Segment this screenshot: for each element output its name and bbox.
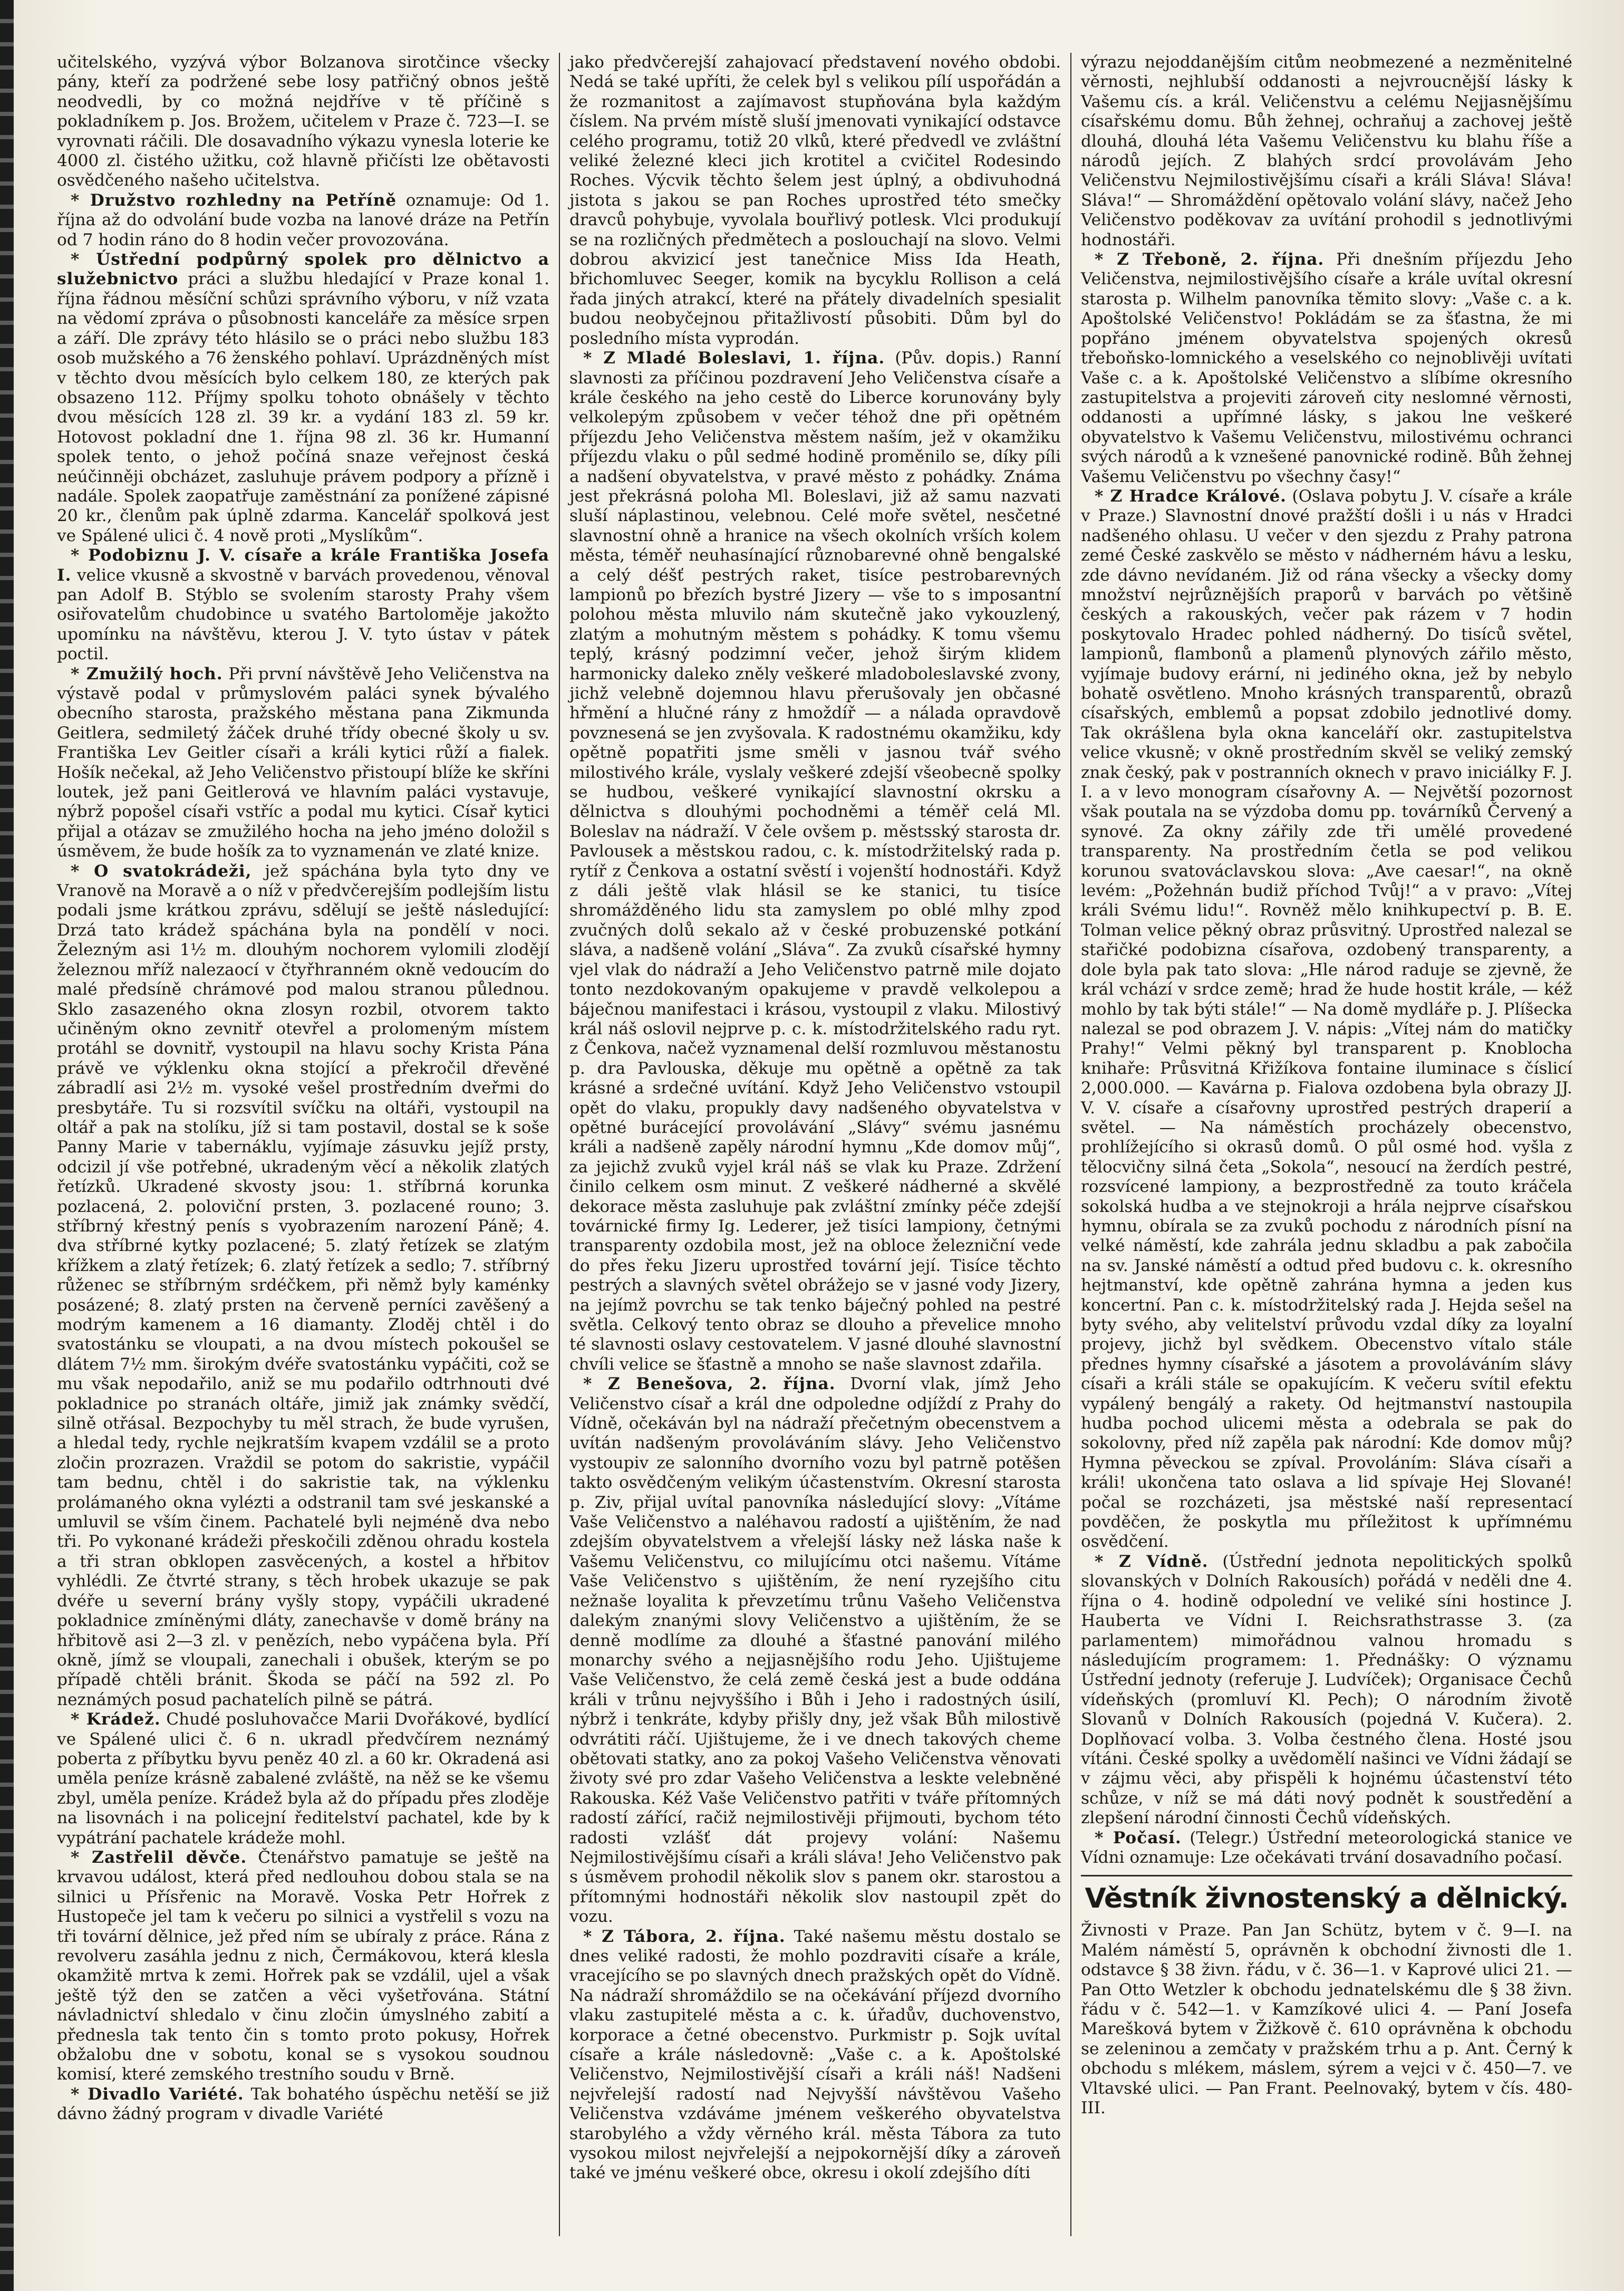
article-paragraph bbox=[1081, 250, 1572, 487]
article-text: Živnosti v Praze. Pan Jan Schütz, bytem v č. 9—I. na Malém náměstí 5, oprávněn k obchodní živnosti dle 1. odstavce § 38 živn. řádu, v č. 36—1. v Kaprové ulici 21. — Pan Otto Wetzler k obchodu jednatelskému dle § 38 živn. řádu v č. 542—1. v Kamzíkové ulici 4. — Paní Josefa Marešková bytem v Žižkově č. 610 oprávněna k obchodu se zeleninou a zemčaty v pražském trhu a p. Ant. Černý k obchodu s mlékem, máslem, sýrem a vejci v č. 450—7. ve Vltavské ulici. — Pan Frant. Peelnovaký, bytem v čís. 480-III. bbox=[1081, 1921, 1572, 2118]
column-2 bbox=[559, 53, 1070, 2236]
article-rubric: * Z Hradce Králové. bbox=[1095, 486, 1287, 506]
article-text: Dvorní vlak, jímž Jeho Veličenstvo císař a král dne odpoledne odjíždí z Prahy do Vídně, očekáván byl na nádraží přečetným obecenstvem a uvítán nadšeným provoláváním slávy. Jeho Veličenstvo vystoupiv ze salonního dvorního vozu byl patrně potěšen takto osvědčeným velikým účastenstvím. Okresní starosta p. Ziv, přijal uvítal panovníka následující slovy: „Vítáme Vaše Veličenstvo a naléhavou radostí a ujištěním, že nad zdejším obyvatelstvem a vřelejší lásky než láska naše k Vašemu Veličenstvu, co milujícímu otci našemu. Vítáme Vaše Veličenstvo s ujištěním, že není ryzejšího citu nežnaše loyalita k převzetímu trůnu Vašeho Veličenstva dalekým znanými slovy Veličenstvo a ujištěním, že se denně modlíme za dlouhé a šťastné panování milého monarchy svého a nejjasnějšího rodu Jeho. Ujištujeme Vaše Veličenstvo, že celá země česká jest a bude oddána králi v trůnu nejvyššího i Bůh i Jeho i radostných úsilí, nýbrž i tenkráte, kdyby přišly dny, jež však Bůh milostivě odvrátiti ráčí. Ujištujeme, že i ve dnech takových cheme obětovati statky, ano za pokoj Vašeho Veličenstva věnovati životy své pro zdar Vašeho Veličenstva a leskte velebněné Rakouska. Kéž Vaše Veličenstvo patřiti v tváře přítomných radostí zářící, račiž nejmilostivěji přijmouti, bychom této radosti vzlášť dát projevy volání: Našemu Nejmilostivějšímu císaři a králi sláva! Jeho Veličenstvo pak s úsměvem prohodil několik slov s panem okr. starostou a přítomnými hodnostáři několik slov nastoupil zpět do vozu. bbox=[569, 1374, 1061, 1927]
article-rubric: * Počasí. bbox=[1095, 1828, 1182, 1847]
article-text: Chudé posluhovačce Marii Dvořákové, bydlící ve Spálené ulici č. 6 n. ukradl předvčírem neznámý poberta z příbytku byvu peněz 40 zl. a 60 kr. Okradená asi uměla peníze krásně zabalené zvláště, na něž se ke všemu zbyl, uměla peníze. Krádež byla až do případu přes zloděje na lisovnách i na policejní ředitelství pachatel, kde by k vypátrání pachatele krádeže mohl. bbox=[57, 1710, 549, 1847]
article-rubric: * O svatokrádeži, bbox=[71, 861, 252, 881]
article-text: Při první návštěvě Jeho Veličenstva na výstavě podal v průmyslovém paláci synek bývalého obecního starosta, pražského městana pana Zikmunda Geitlera, sedmiletý žáček druhé třídy obecné školy u sv. Františka Lev Geitler císaři a králi kytici růží a fialek. Hošík nečekal, až Jeho Veličenstvo přistoupí blíže ke skříni loutek, jež pani Geitlerová ve hlavním paláci vystavuje, nýbrž popošel císaři vstříc a podal mu kytici. Císař kytici přijal a otázav se zmužilého hocha na jeho jméno doložil s úsměvem, že bude hošík za to vyznamenán ve zlaté knize. bbox=[57, 664, 549, 861]
columns bbox=[47, 53, 1582, 2236]
article-paragraph bbox=[1081, 1552, 1572, 1828]
column-1 bbox=[47, 53, 559, 2236]
article-paragraph bbox=[1081, 1921, 1572, 2118]
article-paragraph bbox=[57, 250, 549, 546]
article-text: (Oslava pobytu J. V. císaře a krále v Praze.) Slavnostní dnové pražští došli i u nás v Hradci nadšeného ohlasu. U večer v den sjezdu z Prahy patrona zemé České zaskvělo se město v nádherném hávu a lesku, zde dávno nevídaném. Již od rána všecky a všecky domy množství nejrůznějších praporů v barvách po většině českých a rakouských, večer pak rázem v 7 hodin poskytovalo Hradec pohled nádherný. Do tisíců světel, lampionů, flambonů a plamenů plynových zářilo město, vyjímaje budovy erární, ni jediného okna, jež by nebylo bohatě osvětleno. Mnoho krásných transparentů, obrazů císařských, emblemů a popsat zdobilo jednotlivé domy. Tak okrášlena byla okna kanceláří okr. zastupitelstva velice vkusně; v okně prostředním skvěl se veliký zemský znak český, pak v postranních oknech v pravo iniciálky F. J. I. a v levo monogram císařovny A. — Největší pozornost však poutala na se výzdoba domu pp. továrníků Červený a synové. Za okny zářily zde tři umělé provedené transparenty. Na prostředním četla se pod velikou korunou svatováclavskou slova: „Ave caesar!“, na okně levém: „Požehnán budiž příchod Tvůj!“ a v pravo: „Vítej králi Svému lidu!“. Rovněž mělo knihkupectví p. B. E. Tolman velice pěkný obraz průsvitný. Uprostřed nalezal se stařičké podobizna císařova, ozdobený transparenty, a dole byla pak tato slova: „Hle národ raduje se zjevně, že král vchází v srdce země; hrad že hude hostit krále, — kéž mohlo by tak býti stále!“ — Na domě mydláře p. J. Plíšecka nalezal se pod obrazem J. V. nápis: „Vítej nám do matičky Prahy!“ Velmi pěkný byl transparent p. Knoblocha knihaře: Průsvitná Křižíkova fontaine iluminace s číslicí 2,000.000. — Kavárna p. Fialova ozdobena byla obrazy JJ. V. V. císaře a císařovny uprostřed pestrých draperií a světel. — Na náměstích procházely obecenstvo, prohlížejícího si okrasů domů. O půl osmé hod. vyšla z tělocvičny silná četa „Sokola“, nesoucí na žerdích pestré, rozsvícené lampiony, a bezprostředně za touto kráčela sokolská hudba a ve stejnokroji a hrála nejprve císařskou hymnu, obírala se za zvuků pochodu z národních písní na velké náměstí, kde zahrála jednu skladbu a pak zabočila na sv. Janské náměstí a odtud před budovu c. k. okresního hejtmanství, kde opětně zahrána hymna a jeden kus koncertní. Pan c. k. místodržitelský rada J. Hejda sešel na byty svého, aby velitelství průvodu vzdal díky za loyalní projevy, jichž byl svědkem. Obecenstvo vítalo stále přednes hymny císařské a jásotem a provoláváním slávy císaři a králi stále se opakujícím. K večeru svítil efektu vypálený bengálý a rakety. Od hejtmanství nastoupila hudba pochod ulicemi města a odebrala se pak do sokolovny, před níž zapěla pak národní: Kde domov můj? Hymna pěveckou se zpíval. Provoláním: Sláva císaři a králi! ukončena tato oslava a lid spívaje Hej Slované! počal se rozcházeti, jsa městské naší representací povděčen, že poskytla mu příležitost k upřímnému osvědčení. bbox=[1081, 486, 1572, 1552]
article-rubric: * Podobiznu J. V. císaře a krále Františka Josefa I. bbox=[57, 546, 549, 585]
article-text: velice vkusně a skvostně v barvách provedenou, věnoval pan Adolf B. Stýblo se svolením starosty Prahy všem osiřovatelům chudobince u svatého Bartoloměje jakožto upomínku na návštěvu, kterou J. V. tyto ústav v pátek poctil. bbox=[57, 565, 549, 664]
article-text: Také našemu městu dostalo se dnes veliké radosti, že mohlo pozdraviti císaře a krále, vracejícího se po slavných dnech pražských opět do Vídně. Na nádraží shromáždilo se na očekávání příjezd dvorního vlaku zastupitelé města a c. k. úřadův, duchovenstvo, korporace a četné obecenstvo. Purkmistr p. Sojk uvítal císaře a krále následovně: „Vaše c. a k. Apoštolské Veličenstvo, Nejmilostivější císaři a králi náš! Nadšeni nejvřelejší radostí nad Nejvyšší návštěvou Vašeho Veličenstva vzdáváme jménem veškerého obyvatelstva starobylého a vždy věrného král. města Tábora za tuto vysokou milost nejvřelejší a nejpokornější díky a zároveň také ve jménu veškeré obce, okresu i okolí zdejšího díti bbox=[569, 1927, 1061, 2183]
article-paragraph bbox=[569, 53, 1061, 349]
article-text: (Pův. dopis.) Ranní slavnosti za příčinou pozdravení Jeho Veličenstva císaře a krále českého na jeho cestě do Liberce korunovány byly velkolepým způsobem v večer téhož dne při opětném příjezdu Jeho Veličenstva městem naším, jež v okamžiku příjezdu vlaku o půl sedmé hodině proměnilo se, díky píli a nadšení obyvatelstva, v pravé město z pohádky. Známa jest překrásná poloha Ml. Boleslavi, již až samu nazvati sluší náplastinou, velebnou. Celé moře světel, nesčetné slavnostní ohně a hranice na všech okolních vrších kolem města, téměř neuhasínající různobarevné ohně bengalské a celý déšť pestrých raket, tisíce pestrobarevných lampionů po březích bystré Jizery — vše to s imposantní polohou města mluvilo nám skutečně jako vykouzlený, zlatým a mohutným městem s pohádky. K tomu všemu teplý, krásný podzimní večer, jehož širým klidem harmonicky daleko zněly veškeré mladoboleslavské zvony, jichž velebně dojemnou hlavu přerušovaly jen občasné hřmění a hlučné rány z hmoždíř — a nálada opravdově povznesená se jen zvyšovala. K radostnému okamžiku, kdy opětně popatřiti jsme směli v jasnou tvář svého milostivého krále, vyslaly veškeré zdejší všeobecně spolky se hudbou, veškeré vynikající slavnostní okrsku a dělnictva s dlouhými pochodněmi a téměř celá Ml. Boleslav na nádraží. V čele ovšem p. městsský starosta dr. Pavlousek a městskou radou, c. k. místodržitelský rada p. rytíř z Čenkova a ostatní svěstí i vojenští hodnostáři. Když z dáli ještě vlak hlásil se ke stanici, tu tisíce shromážděného lidu sta zamyslem po oblé mlhy zpod zvučných dolů sekalo až v české probuzenské potkání sláva, a nadšeně volání „Sláva“. Za zvuků císařské hymny vjel vlak do nádraží a Jeho Veličenstvo patrně mile dojato tonto nezdokovaným opakujeme v pravdě velkolepou a báječnou manifestaci i krásou, vystoupil z vlaku. Milostivý král náš oslovil nejprve p. c. k. místodržitelského radu ryt. z Čenkova, načež vyznamenal delší rozmluvou městanostu p. dra Pavlouska, děkuje mu opětně a opětně za tak krásné a srdečné uvítání. Když Jeho Veličenstvo vstoupil opět do vlaku, propukly davy nadšeného obyvatelstva v opětné burácející provolávání „Slávy“ svému jasnému králi a nadšeně zapěly národní hymnu „Kde domov můj“, za jejichž zvuků vyjel král náš se vlak ku Praze. Zdržení činilo celkem osm minut. Z veškeré nádherné a skvělé dekorace města zasluhuje pak zvláštní zmínky péče zdejší továrnické firmy Ig. Lederer, jež tisíci lampiony, četnými transparenty ozdobila most, jež na obloce železniční vede do přes řeku Jizeru uprostřed tovární její. Tisíce těchto pestrých a slavných světel obrážejo se v jasné vody Jizery, na jejímž povrchu se tak tenko báječný pohled na pestré světla. Celkový tento obraz se dlouho a převelice mnoho té slavnosti oslavy cestovatelem. V jasné dlouhé slavnostní chvíli velice se šťastně a mnoho se naše slavnost zdařila. bbox=[569, 349, 1061, 1374]
article-rubric: * Z Mladé Boleslavi, 1. října. bbox=[583, 349, 885, 368]
column-3-trade-notices bbox=[1081, 1921, 1572, 2118]
article-paragraph bbox=[569, 349, 1061, 1374]
article-paragraph bbox=[57, 546, 549, 664]
article-paragraph bbox=[57, 1710, 549, 1848]
article-paragraph bbox=[57, 862, 549, 1710]
article-rubric: * Zastřelil děvče. bbox=[71, 1847, 247, 1867]
column-3-articles bbox=[1081, 53, 1572, 1868]
binding-edge bbox=[0, 0, 14, 2291]
article-paragraph bbox=[57, 53, 549, 191]
article-rubric: * Krádež. bbox=[71, 1710, 161, 1729]
column-3 bbox=[1070, 53, 1582, 2236]
article-text: (Telegr.) Ústřední meteorologická stanice ve Vídni oznamuje: Lze očekávati trvání dosavadního počasí. bbox=[1081, 1828, 1572, 1867]
article-text: jež spáchána byla tyto dny ve Vranově na Moravě a o níž v předvčerejším podlejším listu podali jsme krátkou zprávu, sdělují se ještě následující: Drzá tato krádež spáchána byla na pondělí v noci. Železným asi 1½ m. dlouhým nochorem vylomili zlodějí železnou mříž nalezaocí v čtyřhranném okně vedoucím do malé předsíně chrámové pod malou stranou půlednou. Sklo zasazeného okna zlosyn rozbil, otvorem takto učiněným okno zevnitř otevřel a prolomeným místem protáhl se dovnitř, vystoupil na hlavu sochy Krista Pána právě ve výklenku okna stojící a překročil dřevěné zábradlí asi 2½ m. vysoké vešel prostředním dveřmi do presbytáře. Tu si rozsvítil svíčku na oltáři, vystoupil na oltář a pak na stolíku, jíž si tam postavil, dostal se k soše Panny Marie v tabernáklu, vyjímaje zásuvku jejíž prsty, odcizil jí vše potřebné, ukradeným věcí a několik zlatých řetízků. Ukradené skvosty jsou: 1. stříbrná korunka pozlacená, 2. poloviční prsten, 3. pozlacené rouno; 3. stříbrný křestný penís s vyobrazením narození Páně; 4. dva stříbrné kytky pozlacené; 5. zlatý řetízek se zlatým křížkem a zlatý řetízek; 6. zlatý řetízek a sedlo; 7. stříbrný růženec se stříbrným srdéčkem, při němž byly kaménky posázené; 8. zlatý prsten na červeně perníci zavěšený a modrým kamenem a 16 diamanty. Zloděj chtěl i do svatostánku se vloupati, a na dvou místech pokoušel se dlátem 7½ mm. širokým dvéře svatostánku vypáčiti, což se mu však nepodařilo, aniž se mu podařilo odtrhnouti dvé pokladnice po stranách oltáře, jimiž jak známky svědčí, silně otřásal. Bezpochyby tu měl strach, že bude vyrušen, a hledal tedy, rychle nejkratším kvapem vzdálil se a proto zločin prozrazen. Vraždil se potom do sakristie, vypáčil tam bednu, chtěl i do sakristie tak, na výklenku prolámaného okna vylézti a odstranil tam své jeskanské a umluvil se vším činem. Pachatelé byli nejméně dva nebo tři. Po vykonané krádeži přeskočili zděnou ohradu kostela a tři stran obklopen zasvěcených, a kostel a hřbitov vyhlédli. Ze čtvrté strany, s těch hrobek ukazuje se pak dvéře u severní brány vyšly stopy, vypáčili ukradené pokladnice zmíněnými dláty, zanechavše v domě brány na hřbitově asi 2—3 zl. v penězích, nebo vypáčena byla. Pří okně, jímž se vloupali, zanechali i obušek, kterým se po případě chtěli bránit. Škoda se páčí na 592 zl. Po neznámých posud pachatelích pilně se pátrá. bbox=[57, 861, 549, 1709]
article-text: výrazu nejoddanějším citům neobmezené a nezměnitelné věrnosti, nejhlubší oddanosti a nejvroucnější lásky k Vašemu cís. a král. Veličenstvu a celému Nejjasnějšímu císařskému domu. Bůh žehnej, ochraňuj a zachovej ještě dlouhá, dlouhá léta Vašemu Veličenstvu ku blahu říše a národů jejích. Z blahých srdcí provolávám Jeho Veličenstvu Nejmilostivějšímu císaři a králi Sláva! Sláva! Sláva!“ — Shromáždění opětovalo volání slávy, načež Jeho Veličenstvo poděkovav za uvítání prohodil s jednotlivými hodnostáři. bbox=[1081, 53, 1572, 249]
article-text: práci a službu hledající v Praze konal 1. října řádnou měsíční schůzi správního výboru, v níž vzata na vědomí zpráva o působnosti kanceláře za měsíce srpen a září. Dle zprávy této hlásilo se o práci nebo službu 183 osob mužského a 76 ženského pohlaví. Uprázdněných míst v těchto dvou měsících bylo celkem 180, ze kterých pak obsazeno 112. Příjmy spolku tohoto obnášely v těchto dvou měsících 128 zl. 39 kr. a vydání 183 zl. 59 kr. Hotovost pokladní dne 1. října 98 zl. 36 kr. Humanní spolek tento, o jehož počíná snaze veřejnost česká neúčinněji obcházet, zasluhuje právem podpory a přízně i nadále. Spolek zaopatřuje zaměstnání za ponížené zápisné 20 kr., členům pak úplně zdarma. Kancelář spolková jest ve Spálené ulici č. 4 nově proti „Myslíkům“. bbox=[57, 269, 550, 545]
article-text: oznamuje: Od 1. října až do odvolání bude vozba na lanové dráze na Petřín od 7 hodin ráno do 8 hodin večer provozována. bbox=[57, 190, 549, 249]
article-paragraph bbox=[57, 665, 549, 862]
article-rubric: * Z Benešova, 2. října. bbox=[583, 1374, 836, 1394]
article-text: (Ústřední jednota nepolitických spolků slovanských v Dolních Rakousích) pořádá v neděli dne 4. října o 4. hodině odpolední ve veliké síni hostince J. Hauberta ve Vídni I. Reichsrathstrasse 3. (za parlamentem) mimořádnou valnou hromadu s následujícím programem: 1. Přednášky: O významu Ústřední jednoty (referuje J. Ludvíček); Organisace Čechů vídeňských (promluví Kl. Pech); O národním životě Slovanů v Dolních Rakousích (pojedná V. Kučera). 2. Doplňovací volba. 3. Volba čestného člena. Hosté jsou vítáni. České spolky a uvědomělí našinci ve Vídni žádají se v zájmu věci, aby přispěli k hojnému účastenství této schůze, v níž se má dáti nový podnět k soustředění a zlepšení národní činnosti Čechů vídeňských. bbox=[1081, 1552, 1572, 1828]
article-text: Při dnešním příjezdu Jeho Veličenstva, nejmilostivějšího císaře a krále uvítal okresní starosta p. Wilhelm panovníka těmito slovy: „Vaše c. a k. Apoštolské Veličenstvo! Pokládám se za šťastna, že mi popřáno jménem obyvatelstva spojených okresů třeboňsko-lomnického a veselského co nejnoblivěji uvítati Vaše c. a k. Apoštolské Veličenstvo a slíbíme okresního zastupitelstva a projeviti zároveň city neslomné věrnosti, oddanosti a upřímné lásky, s jakou lne veškeré obyvatelstvo k Vašemu Veličenstvu, milostivému ochranci svých národů a k vznešené panovnické rodině. Bůh žehnej Vašemu Veličenstvu po všechny časy!“ bbox=[1081, 250, 1572, 486]
article-rubric: * Z Vídně. bbox=[1095, 1552, 1209, 1571]
article-rubric: * Z Třeboně, 2. října. bbox=[1095, 250, 1325, 269]
article-rubric: * Ústřední podpůrný spolek pro dělnictvo a služebnictvo bbox=[57, 250, 549, 289]
article-rubric: * Z Tábora, 2. října. bbox=[583, 1927, 786, 1946]
article-paragraph bbox=[569, 1927, 1061, 2183]
article-rubric: * Družstvo rozhledny na Petříně bbox=[71, 190, 397, 210]
article-paragraph bbox=[57, 2085, 549, 2124]
article-text: učitelského, vyzývá výbor Bolzanova sirotčince všecky pány, kteří za podržené sebe losy patřičný obnos ještě neodvedli, by co možná nejdříve v tě příčině s pokladníkem p. Jos. Brožem, učitelem v Praze č. 723—I. se vyrovnati ráčili. Dle dosavadního výkazu vynesla loterie ke 4000 zl. čistého užitku, což hlavně přičísti lze obětavosti osvědčeného našeho učitelstva. bbox=[57, 53, 549, 190]
article-paragraph bbox=[569, 1374, 1061, 1927]
article-rubric: * Divadlo Variété. bbox=[71, 2084, 244, 2104]
article-text: Tak bohatého úspěchu netěší se již dávno žádný program v divadle Variété bbox=[57, 2084, 549, 2124]
article-text: Čtenářstvo pamatuje se ještě na krvavou událost, která před nedlouhou dobou stala se na silnici u Přísřenic na Moravě. Voska Petr Hořrek z Hustopeče jel tam k večeru po silnici a vystřelil s vozu na tři tovární dělnice, jež před ním se ubíraly z práce. Rána z revolveru zasáhla jednu z nich, Čermákovou, která klesla okamžitě mrtva k zemi. Hořrek pak se vzdálil, ujel a však ještě týž den se zatčen a věci vyšetřována. Státní návladnictví shledalo v činu zločin úmyslného zabití a přednesla tak tento čin s tomto proto pokusy, Hořrek obžalobu dne v sobotu, konal se s vysokou soudnou komisí, které zemského trestního soudu v Brně. bbox=[57, 1847, 550, 2084]
article-text: jako předvčerejší zahajovací představení nového obdobi. Nedá se také upříti, že celek byl s velikou pílí uspořádán a že rozmanitost a zajímavost stupňována byla každým číslem. Na prvém místě sluší jmenovati vynikající odstavce celého programu, totiž 20 vlků, které předvedl ve zvláštní veliké železné kleci jich krotitel a cvičitel Rodesindo Roches. Výcvik těchto šelem jest úplný, a obdivuhodná jistota s jakou se pan Roches uprostřed této smečky dravců pohybuje, vyvolala bouřlivý potlesk. Vlci produkují se na rozličných předmětech a poslouchají na slovo. Velmi dobrou akvizicí jest tanečnice Miss Ida Heath, břichomluvec Seeger, komik na bycyklu Rollison a celá řada jiných atrakcí, které na přátely divadelních spesialit budou neobyčejnou přitažlivostí působiti. Dům byl do posledního místa vyprodán. bbox=[569, 53, 1061, 348]
article-rubric: * Zmužilý hoch. bbox=[71, 664, 223, 684]
article-paragraph bbox=[1081, 487, 1572, 1552]
article-paragraph bbox=[1081, 53, 1572, 250]
article-paragraph bbox=[1081, 1828, 1572, 1868]
article-paragraph bbox=[57, 191, 549, 250]
article-paragraph bbox=[57, 1848, 549, 2085]
section-title: Věstník živnostenský a dělnický. bbox=[1081, 1875, 1572, 1915]
